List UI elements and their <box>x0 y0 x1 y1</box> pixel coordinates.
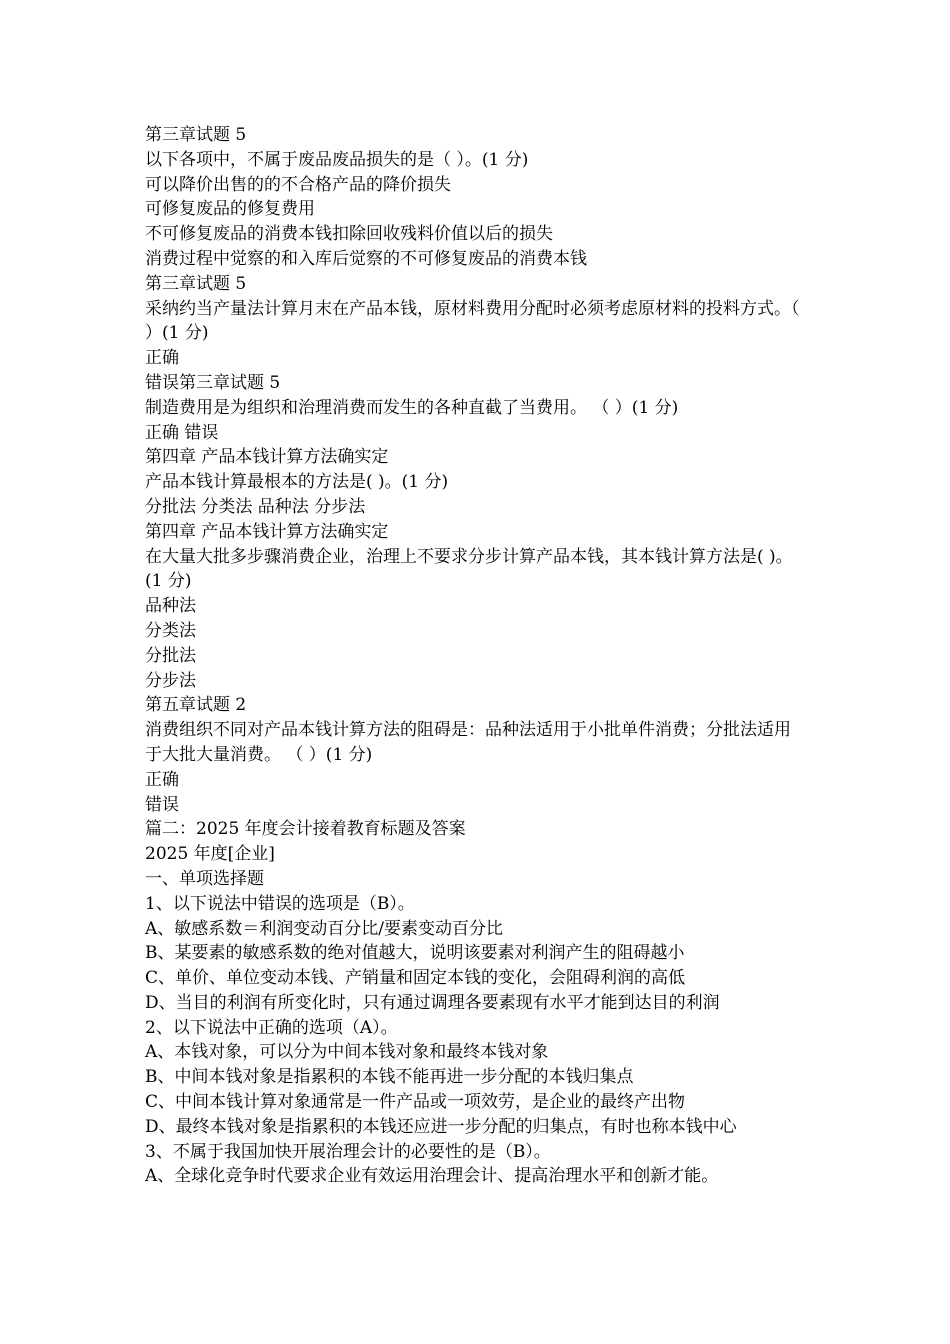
answer-option: C、中间本钱计算对象通常是一件产品或一项效劳，是企业的最终产出物 <box>145 1092 686 1113</box>
chapter-heading: 第四章 产品本钱计算方法确实定 <box>145 521 389 542</box>
answer-option: 品种法 <box>145 596 196 617</box>
answer-option: 可修复废品的修复费用 <box>145 199 315 220</box>
answer-option: C、单价、单位变动本钱、产销量和固定本钱的变化，会阻碍利润的高低 <box>145 968 686 989</box>
answer-option: 错误 <box>145 794 179 815</box>
answer-option: 分类法 <box>145 620 196 641</box>
answer-option: 分批法 <box>145 645 196 666</box>
answer-option: 可以降价出售的的不合格产品的降价损失 <box>145 174 451 195</box>
answer-option: D、最终本钱对象是指累积的本钱还应进一步分配的归集点，有时也称本钱中心 <box>145 1116 737 1137</box>
answer-option: 正确 错误 <box>145 422 219 443</box>
answer-option: 消费过程中觉察的和入库后觉察的不可修复废品的消费本钱 <box>145 248 587 269</box>
question-text: 3、不属于我国加快开展治理会计的必要性的是（B）。 <box>145 1141 551 1162</box>
answer-option: A、敏感系数＝利润变动百分比/要素变动百分比 <box>145 918 504 939</box>
section-heading: 篇二：2025 年度会计接着教育标题及答案 <box>145 819 466 840</box>
answer-option: D、当目的利润有所变化时，只有通过调理各要素现有水平才能到达目的利润 <box>145 992 720 1013</box>
question-text: 以下各项中，不属于废品废品损失的是（ ）。(1 分) <box>145 149 529 170</box>
answer-option: 正确 <box>145 348 179 369</box>
question-text: 制造费用是为组织和治理消费而发生的各种直截了当费用。 （ ）(1 分) <box>145 397 679 418</box>
answer-option: 正确 <box>145 769 179 790</box>
question-text: 1、以下说法中错误的选项是（B）。 <box>145 893 415 914</box>
answer-option: B、中间本钱对象是指累积的本钱不能再进一步分配的本钱归集点 <box>145 1067 634 1088</box>
document-page <box>145 123 805 1189</box>
question-text: 2、以下说法中正确的选项（A）。 <box>145 1017 398 1038</box>
answer-option: 错误第三章试题 5 <box>145 372 281 393</box>
question-text: 在大量大批多步骤消费企业，治理上不要求分步计算产品本钱，其本钱计算方法是( )。(1 分) <box>145 546 793 592</box>
question-text: 消费组织不同对产品本钱计算方法的阻碍是：品种法适用于小批单件消费；分批法适用于大批大量消费。 （ ）(1 分) <box>145 720 791 765</box>
answer-option: 分步法 <box>145 670 196 691</box>
section-heading: 2025 年度[企业] <box>145 844 275 865</box>
answer-option: 分批法 分类法 品种法 分步法 <box>145 496 366 517</box>
chapter-heading: 第三章试题 5 <box>145 125 247 145</box>
question-text: 采纳约当产量法计算月末在产品本钱，原材料费用分配时必须考虑原材料的投料方式。（ ）(1 分) <box>145 298 800 344</box>
chapter-heading: 第三章试题 5 <box>145 273 247 294</box>
answer-option: B、某要素的敏感系数的绝对值越大，说明该要素对利润产生的阻碍越小 <box>145 943 685 964</box>
chapter-heading: 第五章试题 2 <box>145 695 247 716</box>
chapter-heading: 第四章 产品本钱计算方法确实定 <box>145 447 389 468</box>
answer-option: 不可修复废品的消费本钱扣除回收残料价值以后的损失 <box>145 224 553 245</box>
section-heading: 一、单项选择题 <box>145 868 264 889</box>
question-text: 产品本钱计算最根本的方法是( )。(1 分) <box>145 472 449 493</box>
answer-option: A、全球化竞争时代要求企业有效运用治理会计、提高治理水平和创新才能。 <box>145 1166 719 1187</box>
answer-option: A、本钱对象，可以分为中间本钱对象和最终本钱对象 <box>145 1042 549 1063</box>
